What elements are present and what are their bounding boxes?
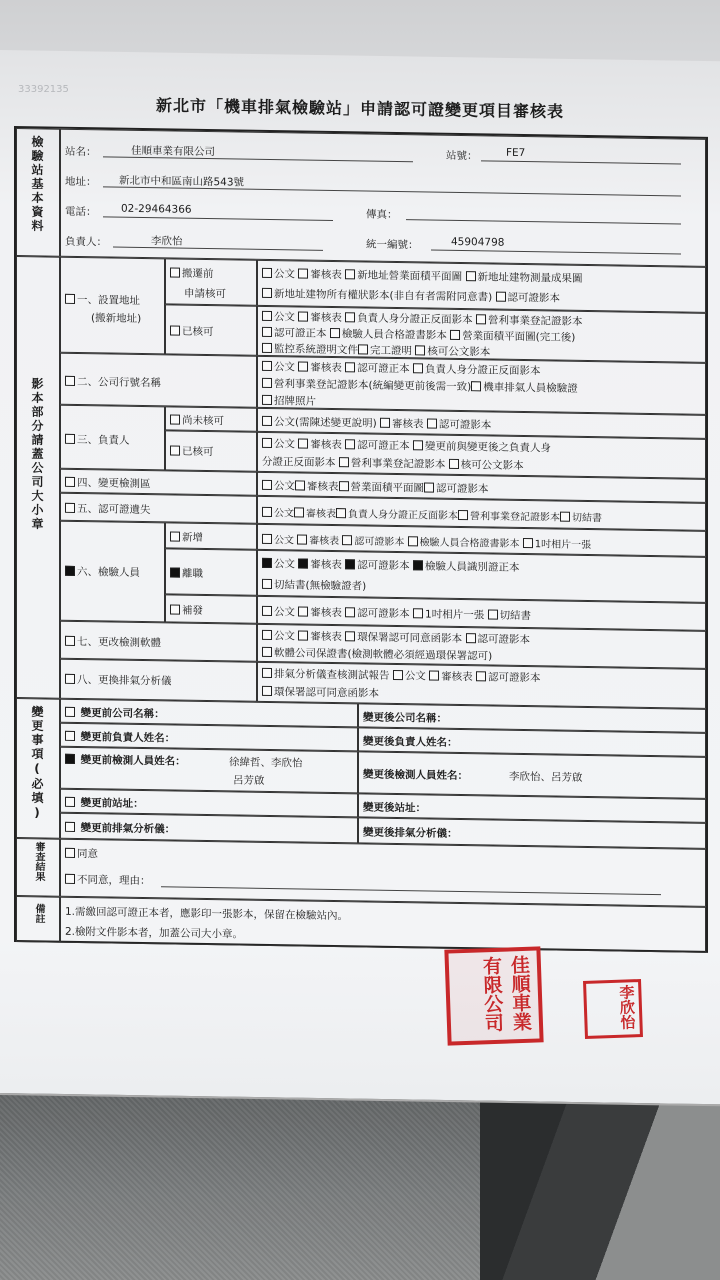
station-name-value: 佳順車業有限公司 bbox=[131, 144, 215, 159]
change-row1-before-label: 變更前公司名稱： bbox=[65, 705, 165, 722]
address-line bbox=[103, 186, 681, 196]
item1-before-label2: 申請核可 bbox=[184, 287, 226, 301]
item3c-line2: 分證正反面影本 營利事業登記證影本 核可公文影本 bbox=[262, 455, 524, 473]
item3a-line1: 公文(需陳述變更說明) 審核表 認可證影本 bbox=[262, 414, 491, 433]
item3-approved-docs bbox=[257, 432, 706, 479]
item1-approved-checkbox[interactable] bbox=[170, 325, 180, 335]
phone-label: 電話： bbox=[65, 205, 97, 219]
owner-seal-text: 李欣怡 bbox=[617, 984, 637, 1030]
phone-value: 02-29464366 bbox=[121, 202, 192, 216]
notes-heading: 備註 bbox=[33, 903, 44, 924]
notes-section bbox=[16, 896, 60, 943]
item4-cell bbox=[60, 469, 257, 496]
company-seal bbox=[444, 946, 543, 1045]
item4-label: 四、變更檢測區 bbox=[65, 475, 151, 491]
item6b-line1: 公文 審核表 認可證影本 檢驗人員識別證正本 bbox=[262, 556, 520, 575]
item8-docs bbox=[257, 662, 706, 709]
item6c-line1: 公文 審核表 認可證影本 1吋相片一張 切結書 bbox=[262, 604, 531, 623]
basic-info-heading: 檢驗站基本資料 bbox=[30, 135, 44, 234]
item6-new-label: 新增 bbox=[170, 529, 203, 545]
item1-cell bbox=[60, 257, 165, 355]
item6-leave-cell bbox=[165, 548, 257, 595]
item6-new-cell bbox=[165, 522, 257, 549]
item6-reissue-label: 補發 bbox=[170, 602, 203, 618]
change-row3-before bbox=[60, 747, 358, 794]
change-row3-before-label: 變更前檢測人員姓名： bbox=[65, 752, 186, 769]
basic-info-section bbox=[16, 128, 60, 257]
item1c-line2: 認可證正本 檢驗人員合格證書影本 營業面積平面圖(完工後) bbox=[262, 325, 575, 345]
attachment-section bbox=[16, 256, 60, 699]
item6-label: 六、檢驗人員 bbox=[65, 564, 140, 580]
item1-checkbox[interactable] bbox=[65, 294, 75, 304]
change-row2-after-label: 變更後負責人姓名： bbox=[363, 735, 458, 749]
item1-approved-cell bbox=[165, 304, 257, 355]
change-row3-after-label: 變更後檢測人員姓名： bbox=[363, 768, 468, 783]
item3c-line1: 公文 審核表 認可證正本 變更前與變更後之負責人身 bbox=[262, 436, 551, 456]
item1-sub: (搬新地址) bbox=[91, 312, 142, 325]
item1a-line2: 新地址建物所有權狀影本(非自有者需附同意書) 認可證影本 bbox=[262, 286, 560, 306]
change-row4-after-label: 變更後站址： bbox=[363, 801, 426, 815]
item2-checkbox[interactable] bbox=[65, 376, 75, 386]
change-row3-before-value: 徐緯哲、李欣怡 bbox=[229, 756, 303, 770]
station-code-label: 站號： bbox=[446, 149, 478, 163]
item4-line1: 公文 審核表 營業面積平面圖 認可證影本 bbox=[262, 478, 489, 497]
station-name-line bbox=[103, 156, 413, 162]
fax-line bbox=[406, 219, 681, 224]
item2-line3: 招牌照片 bbox=[262, 393, 316, 409]
item3-pending-label: 尚未核可 bbox=[170, 412, 224, 428]
item3-label: 三、負責人 bbox=[65, 432, 130, 448]
uid-value: 45904798 bbox=[451, 235, 505, 249]
item1c-line1: 公文 審核表 負責人身分證正反面影本 營利事業登記證影本 bbox=[262, 309, 583, 329]
change-row2-before-label: 變更前負責人姓名： bbox=[65, 729, 175, 746]
item2-label: 二、公司行號名稱 bbox=[65, 374, 161, 391]
note-2: 2.檢附文件影本者，加蓋公司大小章。 bbox=[65, 925, 244, 941]
item7-label: 七、更改檢測軟體 bbox=[65, 634, 161, 651]
disagree-option[interactable]: 不同意，理由： bbox=[65, 872, 151, 888]
item7-line1: 公文 審核表 環保署認可同意函影本 認可證影本 bbox=[262, 628, 530, 647]
item1-label: 一、設置地址 bbox=[65, 292, 140, 308]
change-row5-before-label: 變更前排氣分析儀： bbox=[65, 820, 175, 837]
address-label: 地址： bbox=[65, 175, 97, 189]
change-row3-after bbox=[358, 751, 706, 798]
change-row3-before-value2: 呂芳啟 bbox=[233, 774, 265, 787]
application-form bbox=[14, 126, 708, 953]
change-heading: 變更事項(必填) bbox=[30, 705, 44, 822]
item1-before-cell bbox=[165, 258, 257, 305]
serial-number: 33392135 bbox=[18, 84, 69, 95]
item5-cell bbox=[60, 493, 257, 524]
uid-label: 統一編號： bbox=[366, 238, 419, 252]
item3-approved-cell bbox=[165, 430, 257, 471]
item8-label: 八、更換排氣分析儀 bbox=[65, 672, 172, 689]
item1-before-checkbox[interactable] bbox=[170, 267, 180, 277]
change-section bbox=[16, 698, 60, 839]
disagree-reason-line bbox=[161, 886, 661, 895]
item1-before-label: 搬遷前 bbox=[170, 265, 214, 281]
review-heading: 審查結果 bbox=[33, 841, 44, 882]
phone-line bbox=[103, 216, 333, 221]
company-seal-text: 佳順車業有限公司 bbox=[479, 954, 533, 1033]
item3-checkbox[interactable] bbox=[65, 434, 75, 444]
agree-option[interactable]: 同意 bbox=[65, 846, 98, 862]
review-section bbox=[16, 838, 60, 897]
owner-line bbox=[113, 247, 323, 251]
item1-before-docs bbox=[257, 260, 706, 313]
change-row5-after-label: 變更後排氣分析儀： bbox=[363, 826, 458, 840]
attachment-heading: 影本部分請蓋公司大小章 bbox=[30, 377, 44, 532]
background-object bbox=[480, 1085, 720, 1280]
form-title: 新北市「機車排氣檢驗站」申請認可證變更項目審核表 bbox=[155, 95, 564, 122]
item5-line1: 公文 審核表 負責人身分證正反面影本 營利事業登記證影本 切結書 bbox=[262, 504, 602, 524]
item2-cell bbox=[60, 353, 257, 408]
item6-cell bbox=[60, 521, 165, 623]
item6-leave-docs bbox=[257, 550, 706, 603]
item8-line1: 排氣分析儀查核測試報告 公文 審核表 認可證影本 bbox=[262, 666, 541, 685]
item1-approved-label: 已核可 bbox=[170, 323, 214, 339]
basic-info-body bbox=[60, 129, 706, 267]
item1-approved-docs bbox=[257, 306, 706, 363]
item6-reissue-cell bbox=[165, 594, 257, 623]
change-row4-before-label: 變更前站址： bbox=[65, 795, 144, 811]
item3-pending-cell bbox=[165, 406, 257, 431]
item5-label: 五、認可證遺失 bbox=[65, 501, 151, 517]
item6-checkbox[interactable] bbox=[65, 566, 75, 576]
uid-line bbox=[431, 250, 681, 255]
owner-label: 負責人： bbox=[65, 235, 107, 249]
item2-line2: 營利事業登記證影本(統編變更前後需一致) 機車排氣人員檢驗證 bbox=[262, 376, 578, 396]
fax-label: 傳真： bbox=[366, 208, 398, 222]
change-row3-after-value: 李欣怡、呂芳啟 bbox=[509, 770, 583, 784]
owner-seal bbox=[583, 979, 643, 1039]
review-body bbox=[60, 839, 706, 907]
item2-line1: 公文 審核表 認可證正本 負責人身分證正反面影本 bbox=[262, 359, 541, 378]
change-row1-after-label: 變更後公司名稱： bbox=[363, 711, 447, 725]
address-value: 新北市中和區南山路543號 bbox=[119, 174, 245, 189]
station-code-value: FE7 bbox=[506, 146, 526, 160]
item2-docs bbox=[257, 356, 706, 415]
item8-cell bbox=[60, 659, 257, 702]
item6a-line1: 公文 審核表 認可證影本 檢驗人員合格證書影本 1吋相片一張 bbox=[262, 531, 591, 551]
item3-approved-label: 已核可 bbox=[170, 443, 214, 459]
item3-cell bbox=[60, 405, 165, 471]
note-1: 1.需繳回認可證正本者，應影印一張影本，保留在檢驗站內。 bbox=[65, 905, 349, 923]
item6-leave-label: 離職 bbox=[170, 565, 203, 581]
item1a-line1: 公文 審核表 新地址營業面積平面圖 新地址建物測量成果圖 bbox=[262, 266, 583, 286]
item8-line2: 環保署認可同意函影本 bbox=[262, 684, 379, 701]
station-code-line bbox=[481, 160, 681, 164]
item7-line2: 軟體公司保證書(檢測軟體必須經過環保署認可) bbox=[262, 645, 492, 664]
item6b-line2: 切結書(無檢驗證者) bbox=[262, 577, 366, 594]
item7-cell bbox=[60, 621, 257, 662]
item1c-line3: 監控系統證明文件 完工證明 核可公文影本 bbox=[262, 341, 490, 360]
station-name-label: 站名： bbox=[65, 145, 97, 159]
owner-value: 李欣怡 bbox=[151, 235, 183, 248]
